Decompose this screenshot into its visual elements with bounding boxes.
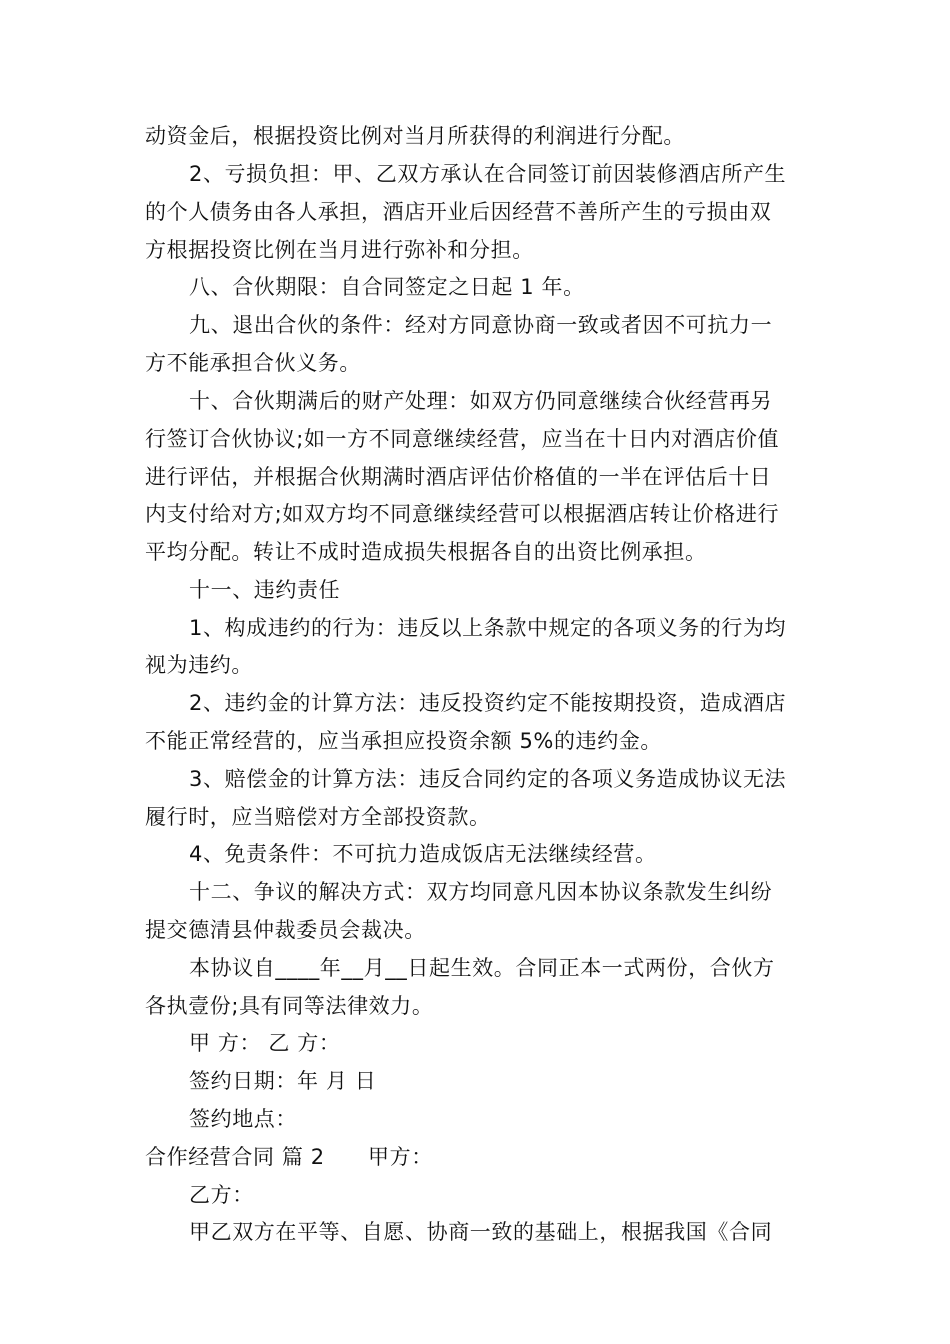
paragraph-line: 履行时，应当赔偿对方全部投资款。 bbox=[145, 805, 491, 829]
party-a-label: 甲方： bbox=[368, 1145, 433, 1169]
paragraph-line: 十、合伙期满后的财产处理：如双方仍同意继续合伙经营再另 bbox=[189, 389, 773, 413]
signing-date: 签约日期：年 月 日 bbox=[189, 1069, 377, 1093]
paragraph-line: 提交德清县仲裁委员会裁决。 bbox=[145, 918, 426, 942]
paragraph-line: 3、赔偿金的计算方法：违反合同约定的各项义务造成协议无法 bbox=[189, 767, 787, 791]
paragraph-line: 2、违约金的计算方法：违反投资约定不能按期投资，造成酒店 bbox=[189, 691, 787, 715]
contract-title: 合作经营合同 篇 2 bbox=[145, 1145, 325, 1169]
paragraph-line: 内支付给对方;如双方均不同意继续经营可以根据酒店转让价格进行 bbox=[145, 502, 780, 526]
paragraph-line: 动资金后，根据投资比例对当月所获得的利润进行分配。 bbox=[145, 124, 685, 148]
party-b-label: 乙方： bbox=[189, 1183, 254, 1207]
paragraph-line: 本协议自____年__月__日起生效。合同正本一式两份，合伙方 bbox=[189, 956, 775, 980]
paragraph-line: 方不能承担合伙义务。 bbox=[145, 351, 361, 375]
paragraph-line: 行签订合伙协议;如一方不同意继续经营，应当在十日内对酒店价值 bbox=[145, 427, 780, 451]
paragraph-line: 1、构成违约的行为：违反以上条款中规定的各项义务的行为均 bbox=[189, 616, 787, 640]
paragraph-line: 各执壹份;具有同等法律效力。 bbox=[145, 994, 434, 1018]
paragraph-line: 平均分配。转让不成时造成损失根据各自的出资比例承担。 bbox=[145, 540, 707, 564]
paragraph-line: 不能正常经营的，应当承担应投资余额 5%的违约金。 bbox=[145, 729, 662, 753]
paragraph-line: 进行评估，并根据合伙期满时酒店评估价格值的一半在评估后十日 bbox=[145, 465, 772, 489]
paragraph-line: 视为违约。 bbox=[145, 653, 253, 677]
paragraph-line: 的个人债务由各人承担，酒店开业后因经营不善所产生的亏损由双 bbox=[145, 200, 772, 224]
paragraph-line: 九、退出合伙的条件：经对方同意协商一致或者因不可抗力一 bbox=[189, 313, 773, 337]
paragraph-line: 4、免责条件：不可抗力造成饭店无法继续经营。 bbox=[189, 842, 657, 866]
paragraph-line: 2、亏损负担：甲、乙双方承认在合同签订前因装修酒店所产生 bbox=[189, 162, 787, 186]
section-heading: 十一、违约责任 bbox=[189, 578, 341, 602]
paragraph-line: 十二、争议的解决方式：双方均同意凡因本协议条款发生纠纷 bbox=[189, 880, 773, 904]
signature-parties: 甲 方： 乙 方： bbox=[189, 1031, 341, 1055]
signing-place: 签约地点： bbox=[189, 1107, 297, 1131]
paragraph-line: 方根据投资比例在当月进行弥补和分担。 bbox=[145, 238, 534, 262]
paragraph-line: 八、合伙期限：自合同签定之日起 1 年。 bbox=[189, 275, 585, 299]
paragraph-line: 甲乙双方在平等、自愿、协商一致的基础上，根据我国《合同 bbox=[189, 1220, 773, 1244]
